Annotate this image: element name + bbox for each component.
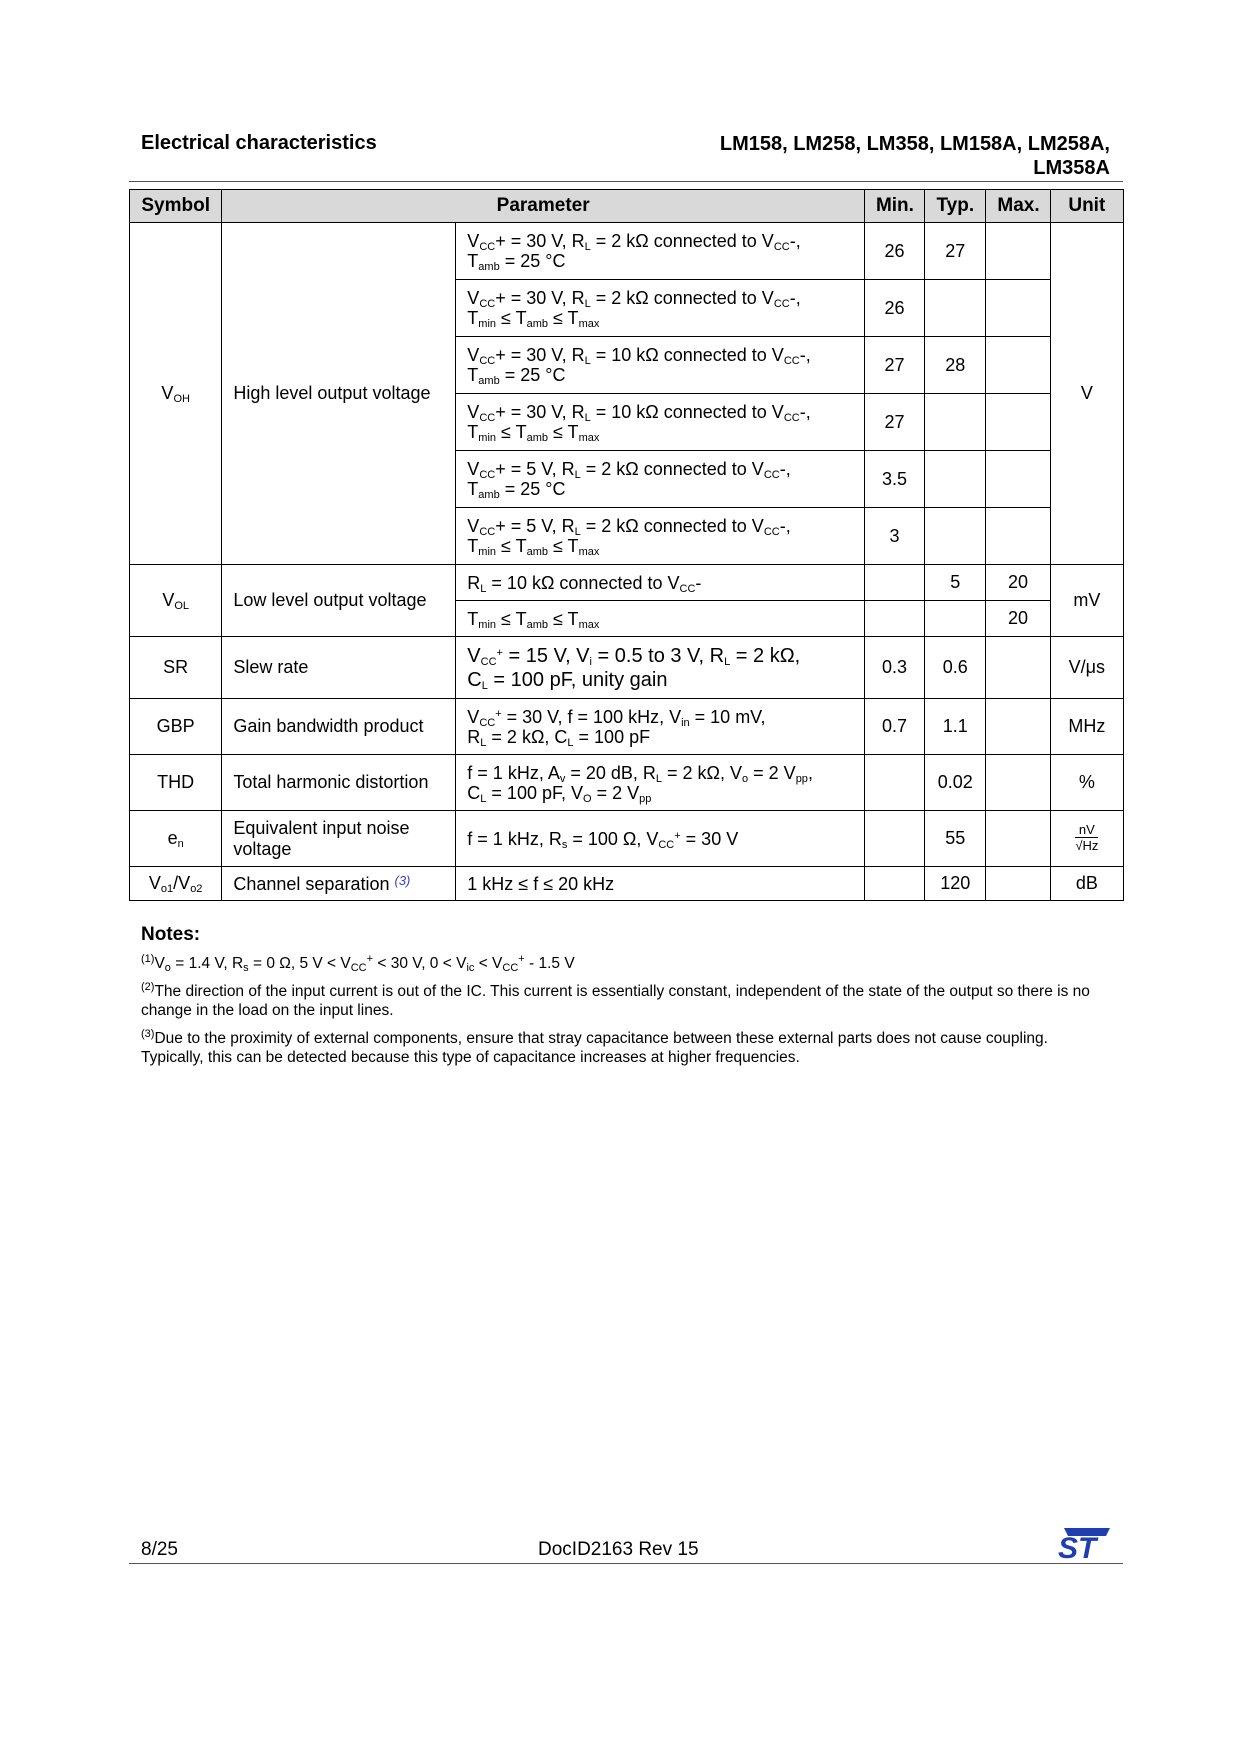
typ-cell bbox=[925, 394, 986, 451]
header-symbol: Symbol bbox=[130, 190, 222, 223]
parameter-voh: High level output voltage bbox=[222, 223, 456, 565]
table-row bbox=[130, 755, 1124, 811]
max-cell bbox=[986, 755, 1050, 811]
max-cell bbox=[986, 508, 1050, 565]
symbol-thd: THD bbox=[130, 755, 222, 811]
typ-cell bbox=[925, 601, 986, 637]
symbol-sr: SR bbox=[130, 637, 222, 699]
symbol-vol: $V_{OL}$ bbox=[130, 565, 222, 637]
unit-sr: V/μs bbox=[1050, 637, 1123, 699]
svg-text:ST: ST bbox=[1058, 1532, 1097, 1560]
typ-cell: 120 bbox=[925, 867, 986, 901]
note-2: $^{(2)}$The direction of the input current is out of the IC. This current is essentially constant, independent of the state of the output so there is no change in the load on the input lines. bbox=[141, 981, 1090, 1019]
condition-cell: $V_{CC}+ = 30$ V, $R_L = 2$ kΩ connected to $V_{CC}-$, $T_{amb} = 25$ °C bbox=[456, 223, 865, 280]
note-1: $^{(1)}V_o = 1.4$ V, $R_s = 0$ Ω, 5 $V < V_{CC}^+ < 30$ V, $0 < V_{ic} < V_{CC}^+ - 1.5$ V bbox=[141, 953, 575, 974]
typ-cell bbox=[925, 280, 986, 337]
condition-cell: f = 1 kHz, $R_s = 100$ Ω, $V_{CC}^+ = 30$ V bbox=[456, 811, 865, 867]
parameter-vol: Low level output voltage bbox=[222, 565, 456, 637]
max-cell: 20 bbox=[986, 601, 1050, 637]
max-cell bbox=[986, 223, 1050, 280]
note-3: $^{(3)}$Due to the proximity of external components, ensure that stray capacitance between these external parts does not cause coupling. Typically, this can be detected because this type of capacitance increases at higher frequencies. bbox=[141, 1028, 1048, 1066]
min-cell: 0.7 bbox=[864, 699, 924, 755]
unit-cs: dB bbox=[1050, 867, 1123, 901]
condition-cell: $V_{CC}+ = 5$ V, $R_L = 2$ kΩ connected to $V_{CC}-$, $T_{amb} = 25$ °C bbox=[456, 451, 865, 508]
table-row bbox=[130, 565, 1124, 601]
header-unit: Unit bbox=[1050, 190, 1123, 223]
unit-thd: % bbox=[1050, 755, 1123, 811]
header-divider bbox=[129, 181, 1123, 182]
min-cell bbox=[864, 565, 924, 601]
min-cell: 26 bbox=[864, 223, 924, 280]
condition-cell: $V_{CC}+ = 30$ V, $R_L = 2$ kΩ connected to $V_{CC}-$, $T_{min} \le T_{amb} \le T_{max}$ bbox=[456, 280, 865, 337]
part-numbers: LM158, LM258, LM358, LM158A, LM258A, LM358A bbox=[719, 133, 1110, 179]
typ-cell: 28 bbox=[925, 337, 986, 394]
typ-cell: 0.6 bbox=[925, 637, 986, 699]
header-typ: Typ. bbox=[925, 190, 986, 223]
electrical-characteristics-table bbox=[129, 189, 1124, 901]
st-logo bbox=[1052, 1528, 1110, 1565]
condition-cell: $R_L = 10$ kΩ connected to $V_{CC}-$ bbox=[456, 565, 865, 601]
max-cell bbox=[986, 867, 1050, 901]
typ-cell: 1.1 bbox=[925, 699, 986, 755]
min-cell: 3.5 bbox=[864, 451, 924, 508]
unit-gbp: MHz bbox=[1050, 699, 1123, 755]
condition-cell: $V_{CC}+ = 30$ V, $R_L = 10$ kΩ connected to $V_{CC}-$, $T_{min} \le T_{amb} \le T_{max}$ bbox=[456, 394, 865, 451]
max-cell bbox=[986, 337, 1050, 394]
min-cell bbox=[864, 867, 924, 901]
table-row bbox=[130, 811, 1124, 867]
condition-cell: $T_{min} \le T_{amb} \le T_{max}$ bbox=[456, 601, 865, 637]
table-row bbox=[130, 637, 1124, 699]
min-cell bbox=[864, 601, 924, 637]
min-cell: 27 bbox=[864, 337, 924, 394]
min-cell: 27 bbox=[864, 394, 924, 451]
parameter-channel-separation: Channel separation $^{(3)}$ bbox=[222, 867, 456, 901]
min-cell: 26 bbox=[864, 280, 924, 337]
max-cell bbox=[986, 699, 1050, 755]
typ-cell: 5 bbox=[925, 565, 986, 601]
condition-cell: 1 kHz ≤ f ≤ 20 kHz bbox=[456, 867, 865, 901]
header-parameter: Parameter bbox=[222, 190, 865, 223]
typ-cell: 55 bbox=[925, 811, 986, 867]
typ-cell: 0.02 bbox=[925, 755, 986, 811]
max-cell bbox=[986, 280, 1050, 337]
unit-vol: mV bbox=[1050, 565, 1123, 637]
symbol-vo1-vo2: $V_{o1}/V_{o2}$ bbox=[130, 867, 222, 901]
min-cell: 0.3 bbox=[864, 637, 924, 699]
parameter-sr: Slew rate bbox=[222, 637, 456, 699]
max-cell bbox=[986, 394, 1050, 451]
condition-cell: $V_{CC}^+ = 15$ V, $V_i = 0.5$ to 3 V, $R_L = 2$ kΩ, $C_L = 100$ pF, unity gain bbox=[456, 637, 865, 699]
footer-divider bbox=[129, 1563, 1123, 1564]
min-cell: 3 bbox=[864, 508, 924, 565]
document-id: DocID2163 Rev 15 bbox=[538, 1539, 699, 1560]
condition-cell: f = 1 kHz, $A_v = 20$ dB, $R_L = 2$ kΩ, $V_o = 2$ $V_{pp}$, $C_L = 100$ pF, $V_O = 2$ $V_{pp}$ bbox=[456, 755, 865, 811]
symbol-voh: $V_{OH}$ bbox=[130, 223, 222, 565]
header-min: Min. bbox=[864, 190, 924, 223]
max-cell: 20 bbox=[986, 565, 1050, 601]
max-cell bbox=[986, 451, 1050, 508]
parameter-thd: Total harmonic distortion bbox=[222, 755, 456, 811]
max-cell bbox=[986, 637, 1050, 699]
min-cell bbox=[864, 811, 924, 867]
table-row bbox=[130, 867, 1124, 901]
table-row bbox=[130, 699, 1124, 755]
notes-title: Notes: bbox=[141, 924, 201, 945]
condition-cell: $V_{CC}+ = 30$ V, $R_L = 10$ kΩ connected to $V_{CC}-$, $T_{amb} = 25$ °C bbox=[456, 337, 865, 394]
st-logo-icon bbox=[1052, 1528, 1110, 1560]
symbol-gbp: GBP bbox=[130, 699, 222, 755]
table-header-row bbox=[130, 190, 1124, 223]
parameter-gbp: Gain bandwidth product bbox=[222, 699, 456, 755]
section-title: Electrical characteristics bbox=[141, 132, 377, 154]
table-row bbox=[130, 223, 1124, 280]
unit-en: $\frac{nV}{√Hz}$ bbox=[1050, 811, 1123, 867]
max-cell bbox=[986, 811, 1050, 867]
page-number: 8/25 bbox=[141, 1539, 178, 1560]
typ-cell bbox=[925, 508, 986, 565]
condition-cell: $V_{CC}+ = 5$ V, $R_L = 2$ kΩ connected to $V_{CC}-$, $T_{min} \le T_{amb} \le T_{max}$ bbox=[456, 508, 865, 565]
footnote-ref-3[interactable]: (3) bbox=[394, 872, 411, 888]
min-cell bbox=[864, 755, 924, 811]
unit-voh: V bbox=[1050, 223, 1123, 565]
typ-cell: 27 bbox=[925, 223, 986, 280]
parameter-en: Equivalent input noise voltage bbox=[222, 811, 456, 867]
typ-cell bbox=[925, 451, 986, 508]
header-max: Max. bbox=[986, 190, 1050, 223]
condition-cell: $V_{CC}^+ = 30$ V, f = 100 kHz, $V_{in} = 10$ mV, $R_L = 2$ kΩ, $C_L = 100$ pF bbox=[456, 699, 865, 755]
symbol-en: $e_n$ bbox=[130, 811, 222, 867]
